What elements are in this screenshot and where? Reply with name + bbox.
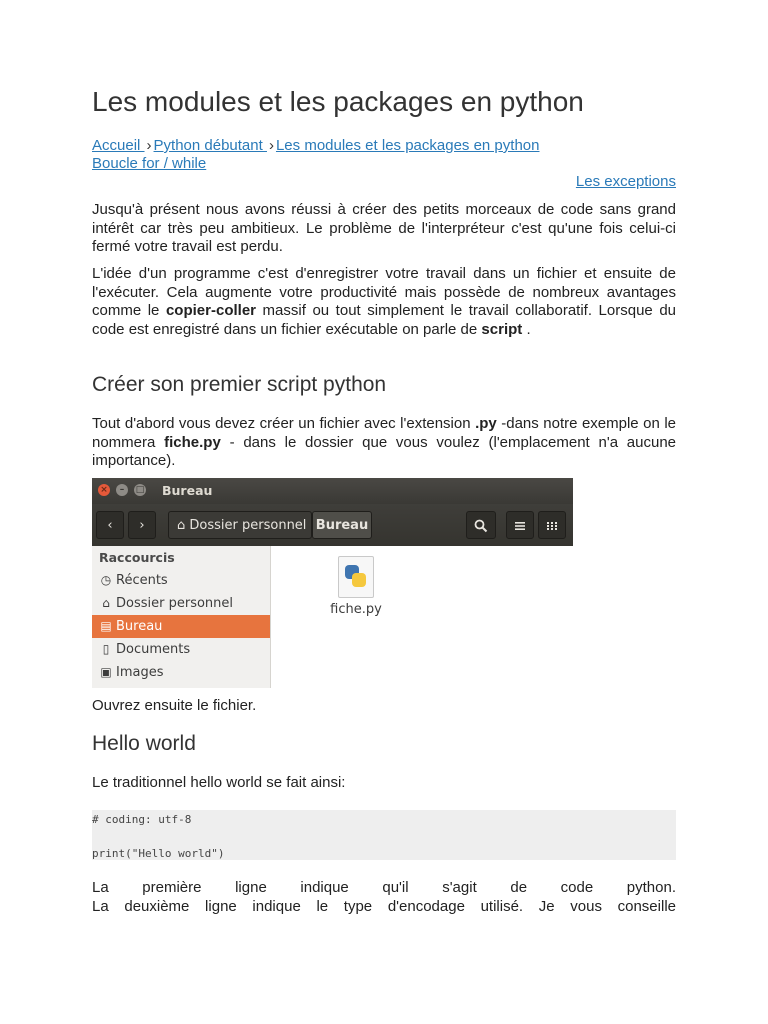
camera-icon: ▣ [100, 665, 112, 679]
explanation-line-1: La première ligne indique qu'il s'agit de code python. [92, 879, 676, 896]
sidebar-item-label: Documents [116, 642, 191, 657]
bold-term-copier-coller: copier-coller [165, 302, 256, 319]
sidebar-item-bureau [92, 615, 270, 638]
text-span: - dans le dossier que vous voulez (l'emplacement n'a aucune importance). [92, 433, 676, 469]
sidebar-item-recents [92, 569, 270, 592]
path-home-label: Dossier personnel [189, 518, 307, 533]
breadcrumb-current-link[interactable]: Les modules et les packages en python [275, 137, 540, 154]
list-view-icon [506, 511, 534, 539]
path-current-button: Bureau [312, 511, 372, 539]
text-span: massif ou tout simplement le travail collaboratif. Lorsque du code est enregistré dans un fichier exécutable on parle de [92, 302, 677, 338]
sidebar-item-images [92, 661, 270, 684]
code-line: print("Hello world") [92, 847, 225, 860]
breadcrumb-section-link[interactable]: Python débutant [153, 137, 267, 154]
hello-world-intro: Le traditionnel hello world se fait ainsi: [92, 774, 346, 791]
bold-extension: .py [475, 415, 497, 432]
bold-filename: fiche.py [164, 433, 221, 451]
file-item [325, 556, 387, 617]
search-icon [466, 511, 496, 539]
intro-paragraph-2 [92, 265, 676, 339]
file-manager-sidebar [92, 546, 271, 688]
breadcrumb-home-link[interactable]: Accueil [92, 137, 145, 154]
minimize-icon: – [116, 484, 128, 496]
text-span: Tout d'abord vous devez créer un fichier avec l'extension [92, 415, 476, 432]
window-titlebar [92, 478, 573, 504]
chevron-right-icon: › [128, 511, 156, 539]
code-block [92, 810, 676, 860]
file-name: fiche.py [330, 602, 382, 617]
breadcrumb [92, 137, 539, 155]
file-manager-screenshot [92, 478, 573, 688]
open-file-text: Ouvrez ensuite le fichier. [92, 697, 257, 714]
next-nav [576, 173, 676, 191]
sidebar-item-label: Bureau [116, 619, 163, 634]
folder-icon: ▤ [100, 619, 112, 633]
home-icon: ⌂ [177, 518, 186, 533]
close-icon: × [98, 484, 110, 496]
file-manager-content [271, 546, 573, 688]
file-manager-toolbar [92, 504, 573, 546]
page-title: Les modules et les packages en python [92, 86, 584, 117]
explanation-line-2: La deuxième ligne indique le type d'encodage utilisé. Je vous conseille [92, 898, 676, 915]
prev-page-link[interactable]: Boucle for / while [92, 155, 207, 172]
next-page-link[interactable]: Les exceptions [575, 173, 676, 190]
clock-icon: ◷ [100, 573, 112, 587]
sidebar-item-label: Images [116, 665, 164, 680]
text-span: . [522, 320, 531, 338]
breadcrumb-separator: › [268, 137, 274, 154]
code-line: # coding: utf-8 [92, 813, 192, 826]
section-heading-hello-world: Hello world [92, 732, 196, 755]
text-span: -dans notre exemple on le nommera [92, 415, 676, 451]
prev-nav [92, 155, 206, 173]
sidebar-item-documents [92, 638, 270, 661]
chevron-left-icon: ‹ [96, 511, 124, 539]
breadcrumb-separator: › [146, 137, 152, 154]
sidebar-header: Raccourcis [99, 550, 175, 565]
sidebar-item-home [92, 592, 270, 615]
home-icon: ⌂ [102, 596, 110, 610]
section1-paragraph [92, 415, 676, 471]
maximize-icon: □ [135, 485, 145, 495]
window-title: Bureau [162, 483, 213, 498]
section-heading-script: Créer son premier script python [92, 373, 387, 396]
grid-view-icon [538, 511, 566, 539]
python-file-icon [338, 556, 374, 598]
sidebar-item-label: Récents [116, 573, 168, 588]
sidebar-item-label: Dossier personnel [116, 596, 234, 611]
path-home-button [168, 511, 312, 539]
intro-paragraph-1: Jusqu'à présent nous avons réussi à créer des petits morceaux de code sans grand intérêt car très peu ambitieux. Le problème de l'interpréteur c'est qu'une fois celui-ci fermé votre travail est perdu. [92, 201, 676, 255]
document-icon: ▯ [102, 642, 110, 656]
text-span: L'idée d'un programme c'est d'enregistrer votre travail dans un fichier et ensuite de l'exécuter. Cela augmente votre productivité mais possède de nombreux avantages comme le [92, 265, 676, 319]
bold-term-script: script [481, 320, 523, 338]
